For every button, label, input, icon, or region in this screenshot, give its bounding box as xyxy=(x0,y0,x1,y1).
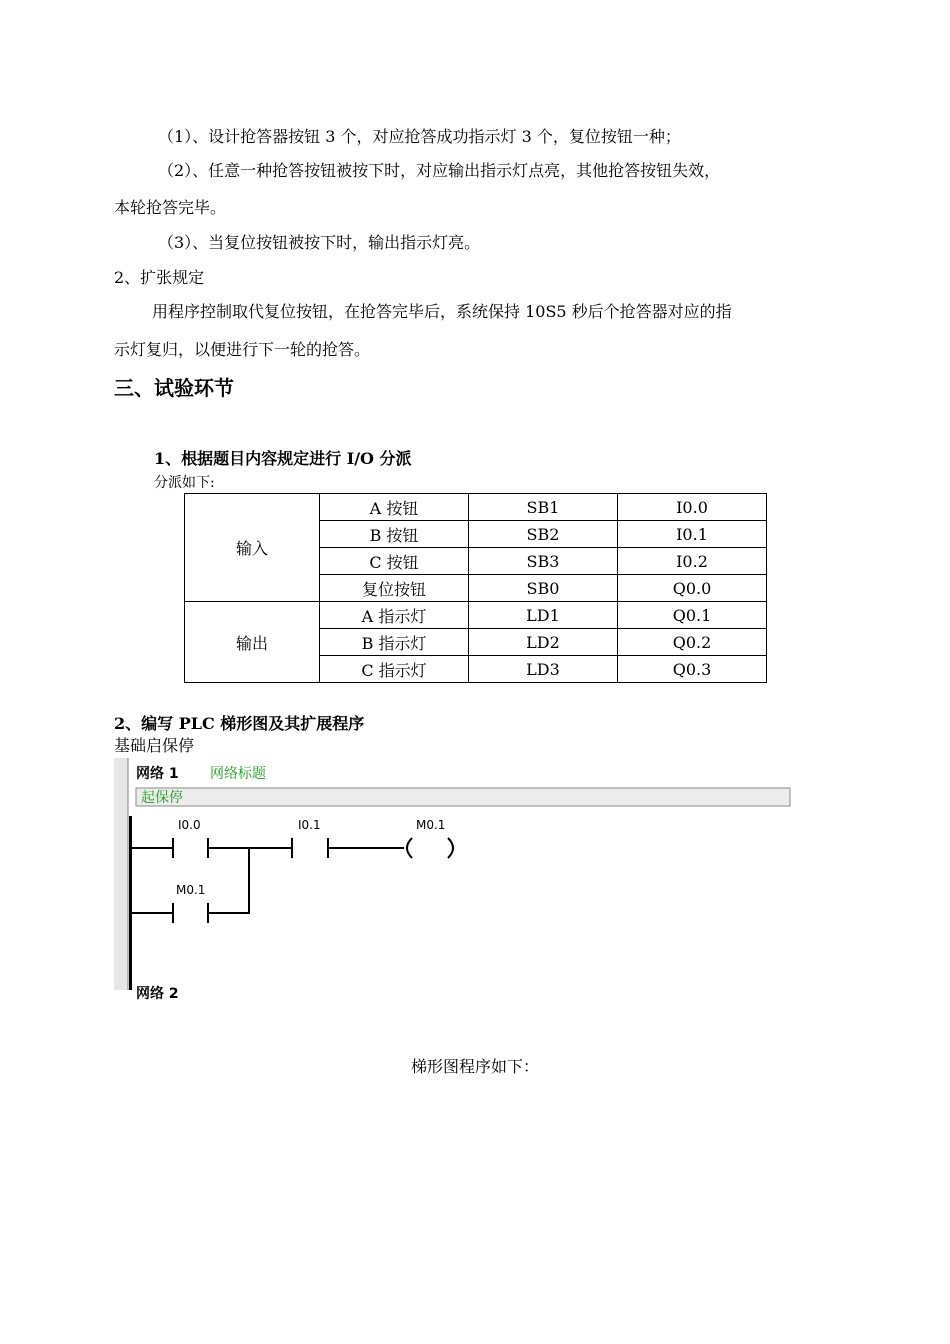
requirement-1: （1）、设计抢答器按钮 3 个，对应抢答成功指示灯 3 个，复位按钮一种； xyxy=(158,127,681,146)
table-cell: Q0.3 xyxy=(618,656,767,683)
output-group-label: 输出 xyxy=(185,602,320,683)
requirement-3: （3）、当复位按钮被按下时，输出指示灯亮。 xyxy=(158,233,481,252)
table-cell: LD2 xyxy=(469,629,618,656)
table-cell: SB1 xyxy=(469,494,618,521)
table-cell: LD1 xyxy=(469,602,618,629)
network-title: 网络标题 xyxy=(210,766,266,782)
table-cell: SB2 xyxy=(469,521,618,548)
table-cell: SB3 xyxy=(469,548,618,575)
table-cell: I0.1 xyxy=(618,521,767,548)
table-cell: C 按钮 xyxy=(320,548,469,575)
table-cell: LD3 xyxy=(469,656,618,683)
expansion-heading: 2、扩张规定 xyxy=(114,268,205,287)
coil-left xyxy=(407,838,412,858)
network-comment-bar[interactable] xyxy=(136,788,790,806)
table-cell: 复位按钮 xyxy=(320,575,469,602)
coil-right xyxy=(448,838,453,858)
table-cell: A 按钮 xyxy=(320,494,469,521)
step2-note: 基础启保停 xyxy=(114,736,195,755)
ladder-gutter xyxy=(114,758,128,990)
network-label: 网络 1 xyxy=(136,766,179,782)
network-comment: 起保停 xyxy=(141,790,183,806)
io-assignment-table xyxy=(184,493,767,683)
table-cell: SB0 xyxy=(469,575,618,602)
table-cell: B 按钮 xyxy=(320,521,469,548)
section-title: 三、试验环节 xyxy=(114,376,234,400)
ladder-diagram xyxy=(114,758,794,1002)
figure-caption: 梯形图程序如下： xyxy=(410,1057,539,1076)
step1-title: 1、根据题目内容规定进行 I/O 分派 xyxy=(154,449,412,468)
table-cell: Q0.2 xyxy=(618,629,767,656)
power-rail xyxy=(129,816,132,990)
coil-label-m01: M0.1 xyxy=(416,818,446,832)
table-cell: A 指示灯 xyxy=(320,602,469,629)
table-cell: Q0.0 xyxy=(618,575,767,602)
table-row xyxy=(185,602,767,629)
contact-label-i00: I0.0 xyxy=(178,818,201,832)
table-cell: Q0.1 xyxy=(618,602,767,629)
step1-note: 分派如下: xyxy=(154,475,215,491)
requirement-2-line2: 本轮抢答完毕。 xyxy=(114,198,227,217)
input-group-label: 输入 xyxy=(185,494,320,602)
requirement-2-line1: （2）、任意一种抢答按钮被按下时，对应输出指示灯点亮，其他抢答按钮失效， xyxy=(158,161,721,180)
expansion-line2: 示灯复归，以便进行下一轮的抢答。 xyxy=(114,340,371,359)
table-row xyxy=(185,494,767,521)
table-cell: C 指示灯 xyxy=(320,656,469,683)
table-cell: I0.0 xyxy=(618,494,767,521)
step2-title: 2、编写 PLC 梯形图及其扩展程序 xyxy=(114,714,365,733)
contact-label-i01: I0.1 xyxy=(298,818,321,832)
table-cell: I0.2 xyxy=(618,548,767,575)
expansion-line1: 用程序控制取代复位按钮，在抢答完毕后，系统保持 10S5 秒后个抢答器对应的指 xyxy=(152,302,732,321)
contact-label-m01: M0.1 xyxy=(176,883,206,897)
table-cell: B 指示灯 xyxy=(320,629,469,656)
next-network-label: 网络 2 xyxy=(136,986,179,1002)
